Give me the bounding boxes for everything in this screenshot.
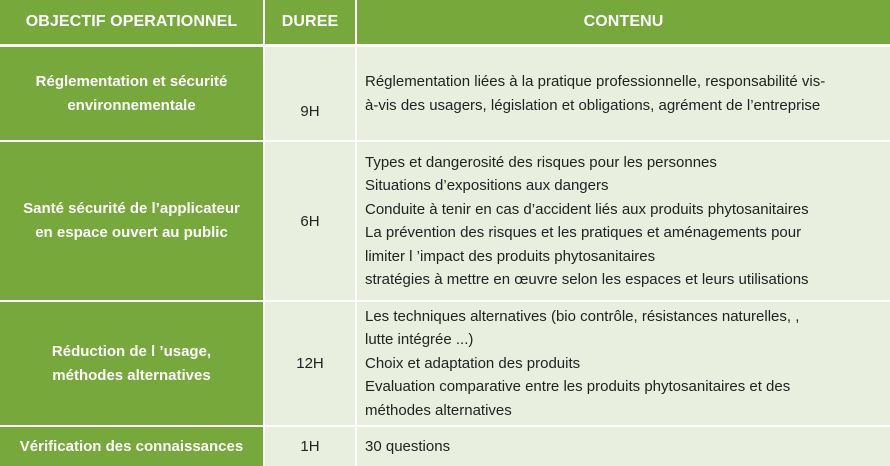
row-3-contenu-line: méthodes alternatives xyxy=(365,401,512,419)
header-contenu: CONTENU xyxy=(357,0,890,44)
row-1-objectif-line: Réglementation et sécurité xyxy=(35,72,228,90)
row-1-objectif xyxy=(0,47,263,140)
row-3-contenu-line: Les techniques alternatives (bio contrôle, résistances naturelles, , xyxy=(365,307,800,325)
row-3-contenu xyxy=(357,302,890,425)
row-3-contenu-line: lutte intégrée ...) xyxy=(365,331,474,349)
row-4-duree: 1H xyxy=(265,427,355,466)
row-3-duree: 12H xyxy=(265,302,355,425)
row-4-contenu xyxy=(357,427,890,466)
row-3-objectif-line: méthodes alternatives xyxy=(52,366,211,384)
row-1-objectif-line: environnementale xyxy=(67,96,196,114)
row-3-contenu-line: Evaluation comparative entre les produits phytosanitaires et des xyxy=(365,378,791,396)
row-4-objectif-line: Vérification des connaissances xyxy=(19,437,244,455)
row-4-objectif xyxy=(0,427,263,466)
row-2-objectif-line: Santé sécurité de l’applicateur xyxy=(23,200,240,217)
row-2-contenu-line: Conduite à tenir en cas d’accident liés aux produits phytosanitaires xyxy=(365,200,809,218)
row-2-contenu-line: La prévention des risques et les pratiques et aménagements pour xyxy=(365,224,802,241)
row-4-contenu-line: 30 questions xyxy=(365,437,451,455)
header-objectif: OBJECTIF OPERATIONNEL xyxy=(0,0,263,44)
row-2-objectif xyxy=(0,142,263,300)
row-3-objectif-line: Réduction de l ’usage, xyxy=(51,342,212,360)
header-duree: DUREE xyxy=(265,0,355,44)
row-1-contenu-line: à-vis des usagers, législation et obligations, agrément de l’entreprise xyxy=(365,96,821,114)
row-2-contenu-line: Types et dangerosité des risques pour les personnes xyxy=(365,153,717,171)
row-2-contenu-line: stratégies à mettre en œuvre selon les espaces et leurs utilisations xyxy=(365,271,809,288)
row-1-duree: 9H xyxy=(265,47,355,140)
row-2-contenu-line: limiter l ’impact des produits phytosanitaires xyxy=(365,247,656,265)
row-3-contenu-line: Choix et adaptation des produits xyxy=(365,354,581,372)
row-1-contenu xyxy=(357,47,890,140)
row-2-duree: 6H xyxy=(265,142,355,300)
row-3-objectif xyxy=(0,302,263,425)
row-1-contenu-line: Réglementation liées à la pratique professionnelle, responsabilité vis- xyxy=(365,73,826,90)
row-2-objectif-line: en espace ouvert au public xyxy=(35,224,228,241)
row-2-contenu xyxy=(357,142,890,300)
row-2-contenu-line: Situations d’expositions aux dangers xyxy=(365,177,609,194)
